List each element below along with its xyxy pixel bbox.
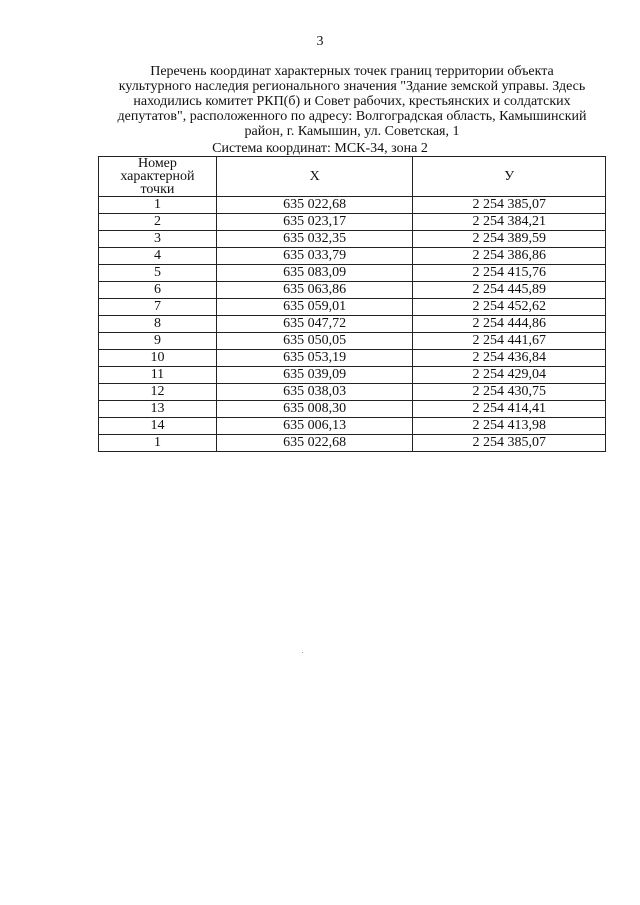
cell-y: 2 254 413,98 (413, 418, 606, 435)
cell-point: 1 (99, 197, 217, 214)
table-header-row (99, 157, 606, 197)
cell-x: 635 050,05 (216, 333, 413, 350)
cell-point: 1 (99, 435, 217, 452)
cell-point: 12 (99, 384, 217, 401)
cell-y: 2 254 444,86 (413, 316, 606, 333)
cell-y: 2 254 441,67 (413, 333, 606, 350)
cell-point: 14 (99, 418, 217, 435)
cell-point: 6 (99, 282, 217, 299)
cell-x: 635 063,86 (216, 282, 413, 299)
cell-x: 635 038,03 (216, 384, 413, 401)
table-row (99, 282, 606, 299)
header-y: У (413, 157, 606, 197)
cell-y: 2 254 385,07 (413, 197, 606, 214)
cell-y: 2 254 385,07 (413, 435, 606, 452)
header-point-line: точки (140, 182, 175, 197)
cell-x: 635 023,17 (216, 214, 413, 231)
coordinate-system-caption: Система координат: МСК-34, зона 2 (212, 141, 428, 156)
table-body (99, 197, 606, 452)
table-row (99, 350, 606, 367)
cell-x: 635 033,79 (216, 248, 413, 265)
cell-point: 9 (99, 333, 217, 350)
scan-speck (302, 652, 303, 653)
table-row (99, 299, 606, 316)
cell-point: 7 (99, 299, 217, 316)
table-row (99, 214, 606, 231)
table-row (99, 333, 606, 350)
cell-x: 635 053,19 (216, 350, 413, 367)
cell-x: 635 083,09 (216, 265, 413, 282)
page-number: 3 (316, 34, 324, 49)
cell-x: 635 008,30 (216, 401, 413, 418)
cell-x: 635 039,09 (216, 367, 413, 384)
cell-y: 2 254 384,21 (413, 214, 606, 231)
cell-point: 2 (99, 214, 217, 231)
cell-x: 635 022,68 (216, 197, 413, 214)
table-row (99, 435, 606, 452)
title-line: Перечень координат характерных точек границ территории объекта (150, 64, 554, 79)
cell-y: 2 254 445,89 (413, 282, 606, 299)
cell-x: 635 006,13 (216, 418, 413, 435)
title-line: депутатов", расположенного по адресу: Волгоградская область, Камышинский (117, 109, 587, 124)
cell-y: 2 254 452,62 (413, 299, 606, 316)
cell-point: 8 (99, 316, 217, 333)
table-row (99, 265, 606, 282)
table-row (99, 197, 606, 214)
cell-x: 635 047,72 (216, 316, 413, 333)
header-point-number (99, 157, 217, 197)
title-line: находились комитет РКП(б) и Совет рабочих, крестьянских и солдатских (133, 94, 571, 109)
coordinates-table (98, 156, 606, 452)
cell-y: 2 254 430,75 (413, 384, 606, 401)
cell-x: 635 059,01 (216, 299, 413, 316)
table-row (99, 316, 606, 333)
cell-y: 2 254 415,76 (413, 265, 606, 282)
cell-point: 11 (99, 367, 217, 384)
cell-x: 635 032,35 (216, 231, 413, 248)
header-point-line: характерной (120, 169, 195, 184)
table-row (99, 418, 606, 435)
cell-point: 5 (99, 265, 217, 282)
table-row (99, 231, 606, 248)
cell-point: 4 (99, 248, 217, 265)
table-row (99, 401, 606, 418)
cell-y: 2 254 389,59 (413, 231, 606, 248)
cell-point: 10 (99, 350, 217, 367)
table-row (99, 367, 606, 384)
header-point-line: Номер (137, 156, 177, 171)
cell-point: 3 (99, 231, 217, 248)
table-row (99, 248, 606, 265)
cell-x: 635 022,68 (216, 435, 413, 452)
table-row (99, 384, 606, 401)
cell-y: 2 254 386,86 (413, 248, 606, 265)
header-x: X (216, 157, 413, 197)
title-line: район, г. Камышин, ул. Советская, 1 (244, 124, 460, 139)
cell-point: 13 (99, 401, 217, 418)
cell-y: 2 254 414,41 (413, 401, 606, 418)
title-line: культурного наследия регионального значения "Здание земской управы. Здесь (118, 79, 586, 94)
cell-y: 2 254 429,04 (413, 367, 606, 384)
cell-y: 2 254 436,84 (413, 350, 606, 367)
document-title (88, 64, 616, 139)
